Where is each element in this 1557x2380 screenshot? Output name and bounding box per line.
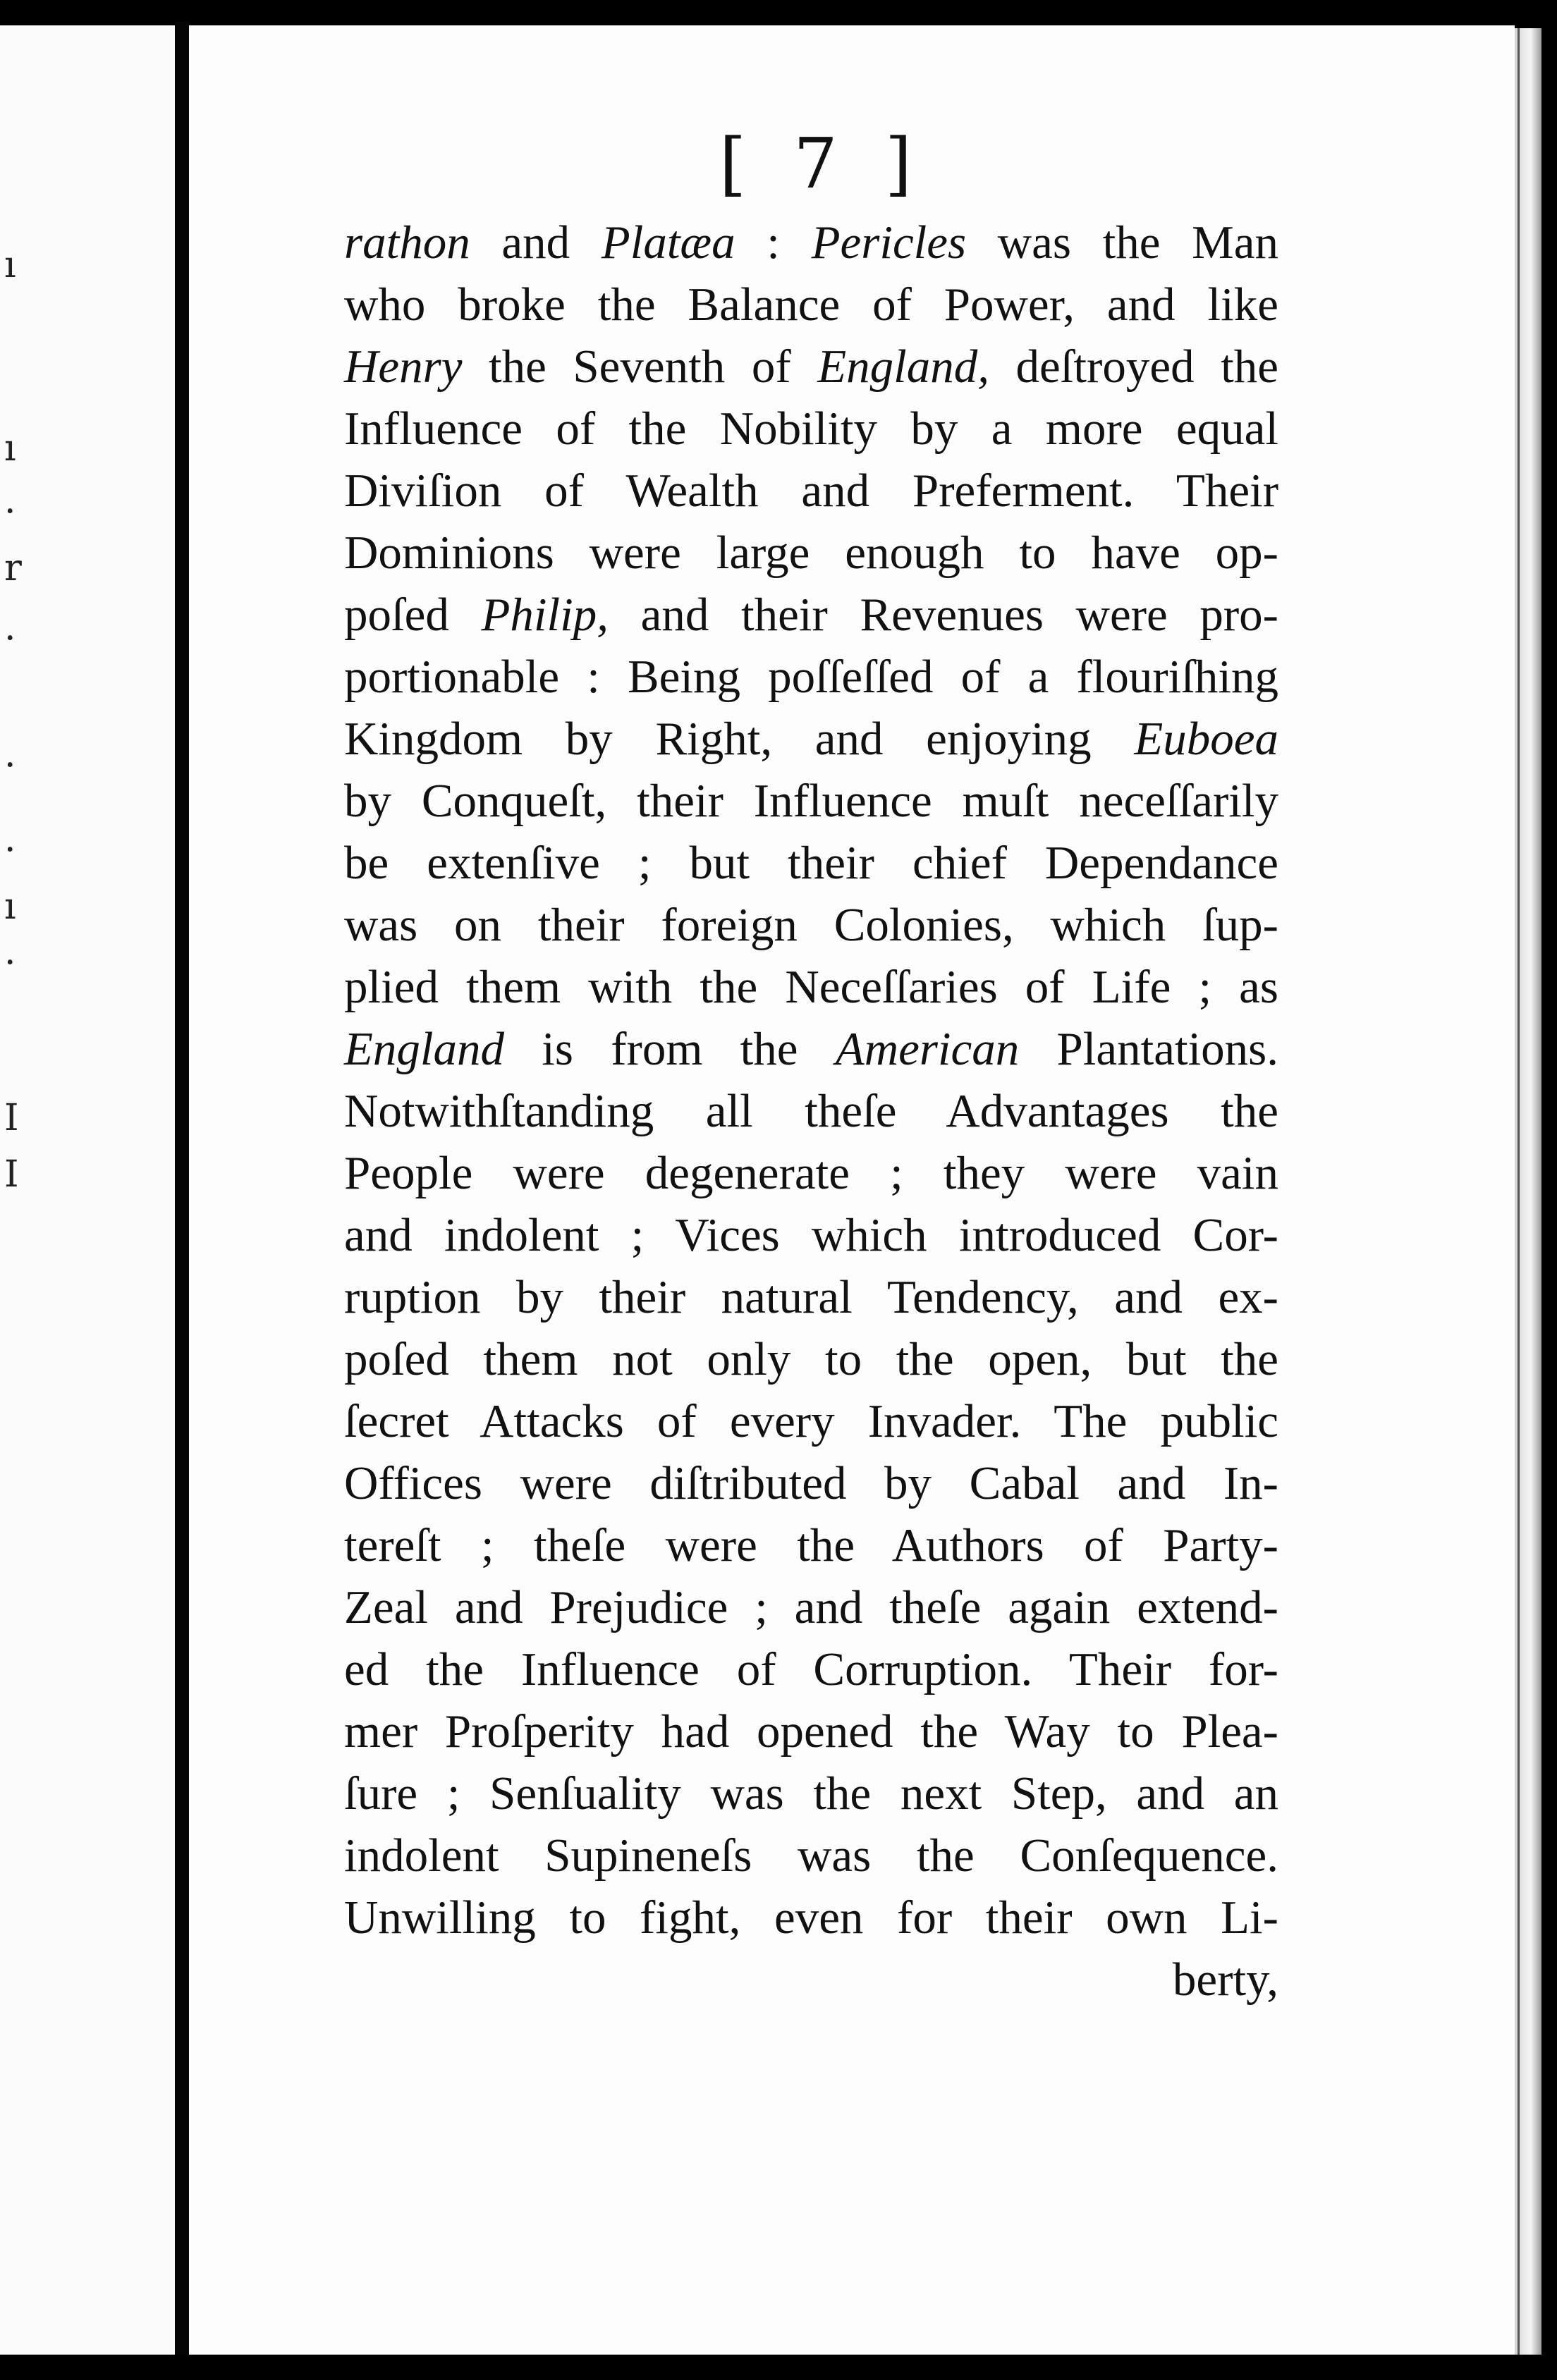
italic-text: England, <box>817 341 989 393</box>
text-run: ſure ; Senſuality was the next Step, and an <box>344 1767 1278 1820</box>
text-run: the Seventh of <box>462 341 818 393</box>
italic-text: American <box>835 1023 1020 1075</box>
text-line <box>344 211 1278 274</box>
text-line <box>344 398 1278 460</box>
text-line <box>344 522 1278 584</box>
text-run: Zeal and Prejudice ; and theſe again extend- <box>344 1581 1278 1633</box>
text-line <box>344 1452 1278 1514</box>
text-run: is from the <box>504 1023 836 1075</box>
book-gutter <box>175 21 189 2369</box>
text-line <box>344 646 1278 708</box>
italic-text: Platæa <box>601 216 735 269</box>
text-line <box>344 336 1278 398</box>
left-page-fragment: ı <box>4 244 16 286</box>
italic-text: Pericles <box>811 216 967 269</box>
text-line <box>344 1949 1278 2011</box>
body-text <box>344 211 1278 2011</box>
italic-text: rathon <box>344 216 470 269</box>
text-run: poſed <box>344 589 482 641</box>
text-run: plied them with the Neceſſaries of Life ; as <box>344 961 1278 1013</box>
italic-text: Euboea <box>1134 713 1278 765</box>
text-run: ruption by their natural Tendency, and ex- <box>344 1271 1278 1323</box>
text-line <box>344 1142 1278 1204</box>
text-run: indolent Supineneſs was the Conſequence. <box>344 1829 1278 1882</box>
text-run: Unwilling to fight, even for their own Li- <box>344 1891 1278 1944</box>
text-run: Kingdom by Right, and enjoying <box>344 713 1135 765</box>
text-line <box>344 770 1278 832</box>
left-page-fragments <box>0 0 175 2380</box>
text-run: tereſt ; theſe were the Authors of Party- <box>344 1519 1278 1571</box>
page-number: [ 7 ] <box>719 124 925 204</box>
text-line <box>344 1762 1278 1824</box>
scan-top-border <box>0 0 1557 28</box>
text-run: by Conqueſt, their Influence muſt neceſſarily <box>344 775 1278 827</box>
left-page-fragment: ı <box>4 427 16 470</box>
text-run: and indolent ; Vices which introduced Cor- <box>344 1209 1278 1261</box>
text-run: portionable : Being poſſeſſed of a flouriſhing <box>344 651 1278 703</box>
text-run: was on their foreign Colonies, which ſup- <box>344 899 1278 951</box>
text-line <box>344 1638 1278 1700</box>
text-run: was the Man <box>966 216 1278 269</box>
text-run: Dominions were large enough to have op- <box>344 527 1278 579</box>
text-line <box>344 1328 1278 1390</box>
left-page-fragment: · <box>4 491 16 533</box>
left-page-fragment: I <box>4 1097 19 1139</box>
text-line <box>344 460 1278 522</box>
text-line <box>344 1266 1278 1328</box>
italic-text: Philip, <box>481 589 609 641</box>
text-line <box>344 584 1278 646</box>
text-run: who broke the Balance of Power, and like <box>344 278 1278 331</box>
text-line <box>344 1576 1278 1638</box>
text-run: Plantations. <box>1019 1023 1279 1075</box>
text-run: Influence of the Nobility by a more equal <box>344 403 1278 455</box>
text-line <box>344 1018 1278 1080</box>
text-line <box>344 1204 1278 1266</box>
left-page-fragment: · <box>4 829 16 871</box>
text-line <box>344 1824 1278 1887</box>
text-line <box>344 1887 1278 1949</box>
scan-bottom-border <box>0 2355 1557 2380</box>
text-run: : <box>735 216 812 269</box>
text-run: Notwithſtanding all theſe Advantages the <box>344 1085 1278 1137</box>
text-run: and <box>470 216 602 269</box>
text-line <box>344 956 1278 1018</box>
text-run: ed the Influence of Corruption. Their for- <box>344 1643 1278 1695</box>
text-run: be extenſive ; but their chief Dependance <box>344 837 1278 889</box>
left-page-fragment: ı <box>4 885 16 928</box>
italic-text: Henry <box>344 341 463 393</box>
text-run: Offices were diſtributed by Cabal and In- <box>344 1457 1278 1509</box>
left-page-fragment: I <box>4 1153 19 1196</box>
text-line <box>344 894 1278 956</box>
page-edge-line <box>1518 28 1520 2355</box>
text-line <box>344 1514 1278 1576</box>
text-line <box>344 1080 1278 1142</box>
left-page-fragment: · <box>4 618 16 660</box>
text-run: mer Proſperity had opened the Way to Plea- <box>344 1705 1278 1758</box>
text-run: deſtroyed the <box>989 341 1278 393</box>
text-line <box>344 1700 1278 1762</box>
text-line <box>344 274 1278 336</box>
text-line <box>344 832 1278 894</box>
text-run: Diviſion of Wealth and Preferment. Their <box>344 465 1278 517</box>
text-line <box>344 1390 1278 1452</box>
text-run: and their Revenues were pro- <box>609 589 1278 641</box>
italic-text: England <box>344 1023 505 1075</box>
text-run: berty, <box>1172 1953 1278 2006</box>
scan-right-border <box>1541 0 1557 2380</box>
left-page-fragment: r <box>4 547 22 589</box>
text-run: ſecret Attacks of every Invader. The public <box>344 1395 1278 1447</box>
left-page-fragment: · <box>4 744 16 787</box>
left-page-fragment: · <box>4 942 16 984</box>
text-run: People were degenerate ; they were vain <box>344 1147 1278 1199</box>
text-run: poſed them not only to the open, but the <box>344 1333 1278 1385</box>
text-line <box>344 708 1278 770</box>
